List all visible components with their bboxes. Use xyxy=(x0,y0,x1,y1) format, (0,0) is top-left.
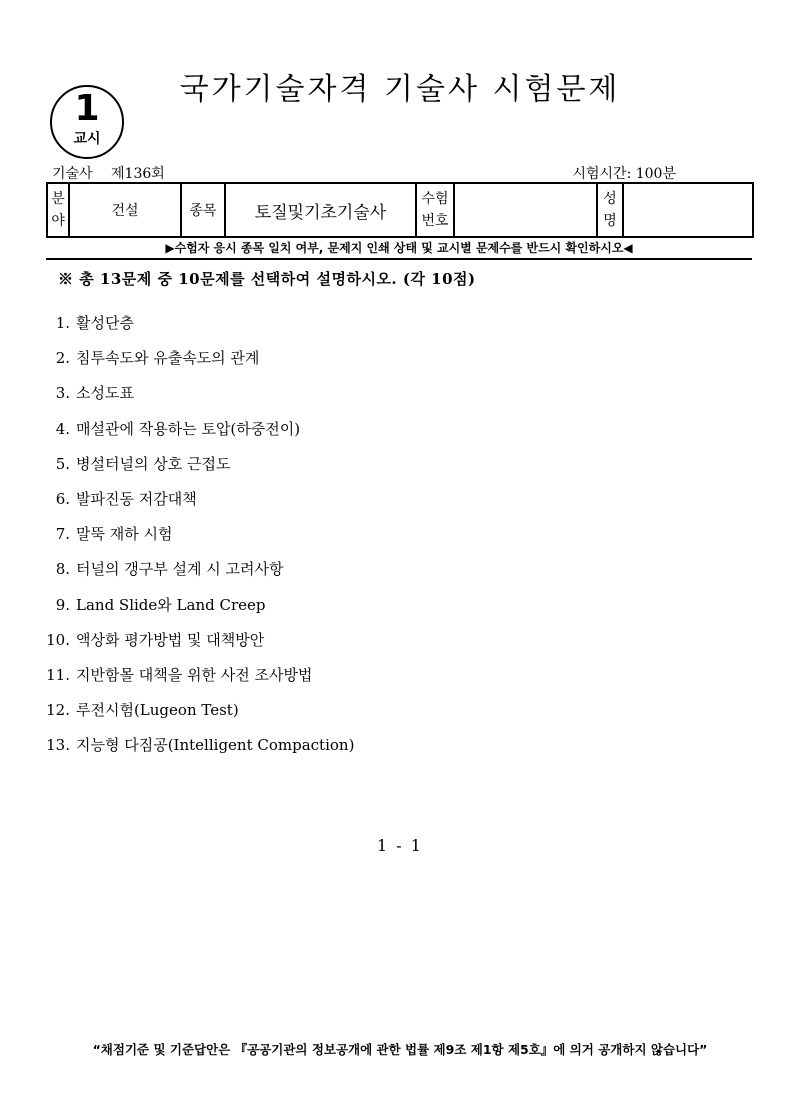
question-number: 5. xyxy=(55,454,70,473)
question-item xyxy=(40,693,740,728)
question-list xyxy=(40,306,740,763)
instruction-text: ※ 총 13문제 중 10문제를 선택하여 설명하시오. (각 10점) xyxy=(58,270,476,288)
exam-category: 기술사 xyxy=(52,166,93,182)
question-item xyxy=(40,482,740,517)
question-number: 13. xyxy=(46,736,70,755)
question-number: 9. xyxy=(55,595,70,614)
question-text: 침투속도와 유출속도의 관계 xyxy=(76,349,260,368)
session-label: 교시 xyxy=(73,131,101,147)
notice-text: ▶수험자 응시 종목 일치 여부, 문제지 인쇄 상태 및 교시별 문제수를 반드시 확인하시오◀ xyxy=(165,241,633,255)
question-number: 1. xyxy=(55,314,70,332)
question-item xyxy=(40,341,740,376)
question-text: 지반함몰 대책을 위한 사전 조사방법 xyxy=(76,665,313,684)
question-item xyxy=(40,623,740,658)
question-text: 지능형 다짐공(Intelligent Compaction) xyxy=(76,736,355,755)
name-label-bottom: 명 xyxy=(603,213,617,229)
question-number: 6. xyxy=(55,489,70,508)
session-badge xyxy=(50,85,124,159)
field-label xyxy=(47,183,69,237)
exam-no-label xyxy=(416,183,454,237)
name-label-top: 성 xyxy=(603,191,617,207)
question-number: 3. xyxy=(55,384,70,403)
question-text: 매설관에 작용하는 토압(하중전이) xyxy=(76,419,301,438)
question-text: 발파진동 저감대책 xyxy=(76,489,197,508)
field-label-top: 분 xyxy=(51,191,65,207)
exam-meta xyxy=(52,165,165,183)
page-number: 1 - 1 xyxy=(377,836,423,855)
question-text: Land Slide와 Land Creep xyxy=(76,595,266,614)
question-item xyxy=(40,412,740,447)
footer-note: “채점기준 및 기준답안은 『공공기관의 정보공개에 관한 법률 제9조 제1항 제5호』에 의거 공개하지 않습니다” xyxy=(92,1042,708,1057)
question-number: 10. xyxy=(46,630,70,649)
field-label-bottom: 야 xyxy=(51,213,65,229)
exam-no-label-bottom: 번호 xyxy=(421,213,449,229)
exam-round: 제136회 xyxy=(111,166,165,182)
type-value: 토질및기초기술사 xyxy=(225,183,416,237)
question-item xyxy=(40,517,740,552)
question-text: 터널의 갱구부 설계 시 고려사항 xyxy=(76,560,284,579)
question-item xyxy=(40,306,740,341)
name-field[interactable] xyxy=(623,183,753,237)
exam-no-field[interactable] xyxy=(454,183,597,237)
question-item xyxy=(40,588,740,623)
type-label: 종목 xyxy=(181,183,225,237)
field-value: 건설 xyxy=(69,183,181,237)
question-number: 12. xyxy=(46,701,70,720)
exam-no-label-top: 수험 xyxy=(421,191,449,207)
session-number: 1 xyxy=(74,88,100,129)
time-limit: 시험시간: 100분 xyxy=(572,166,676,182)
exam-title: 국가기술자격 기술사 시험문제 xyxy=(179,72,621,107)
question-text: 말뚝 재하 시험 xyxy=(76,525,173,544)
question-text: 활성단층 xyxy=(76,314,134,332)
question-text: 루전시험(Lugeon Test) xyxy=(76,701,239,720)
question-number: 8. xyxy=(55,560,70,579)
question-item xyxy=(40,376,740,411)
question-number: 2. xyxy=(55,349,70,368)
question-item xyxy=(40,658,740,693)
question-text: 액상화 평가방법 및 대책방안 xyxy=(76,630,265,649)
question-number: 11. xyxy=(46,665,70,684)
divider-line xyxy=(46,258,752,260)
question-item xyxy=(40,728,740,763)
question-item xyxy=(40,552,740,587)
info-table xyxy=(46,182,754,238)
question-text: 소성도표 xyxy=(76,384,134,403)
question-number: 4. xyxy=(55,419,70,438)
question-number: 7. xyxy=(55,525,70,544)
question-text: 병설터널의 상호 근접도 xyxy=(76,454,231,473)
name-label xyxy=(597,183,623,237)
question-item xyxy=(40,447,740,482)
